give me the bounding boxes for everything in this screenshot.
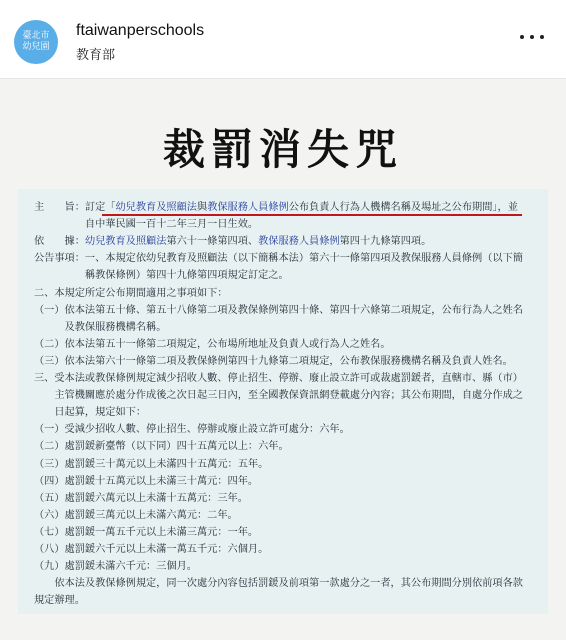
doc-line-l24 [34, 594, 546, 608]
more-horizontal-icon[interactable] [520, 30, 546, 44]
doc-line-l7 [34, 304, 546, 318]
doc-line-l4 [34, 252, 546, 266]
post-image [0, 79, 566, 640]
doc-text: 及教保服務機構名稱。 [34, 321, 167, 333]
post-header [0, 0, 566, 79]
doc-line-l16 [34, 458, 546, 472]
doc-link-text: 幼兒教育及照顧法 [84, 236, 167, 248]
doc-line-l19 [34, 509, 546, 523]
doc-line-l10 [34, 355, 546, 369]
red-underline [102, 214, 522, 216]
doc-line-l11 [34, 372, 546, 386]
doc-text: 三、受本法或教保條例規定減少招收人數、停止招生、停辦、廢止設立許可或裁處罰鍰者，直轄市、縣（市） [34, 373, 523, 384]
doc-link-text: 教保服務人員條例 [207, 202, 289, 213]
doc-line-l2 [34, 218, 546, 232]
doc-line-l15 [34, 440, 546, 454]
doc-line-l23 [34, 577, 546, 591]
account-name[interactable]: ftaiwanperschools [76, 22, 205, 39]
post-location[interactable]: 教育部 [76, 48, 116, 63]
doc-text: 主管機關應於處分作成後之次日起三日內，至全國教保資訊網登載處分內容；其公布期間，自處分作成之 [34, 390, 523, 402]
doc-text: 公告事項：一、本規定依幼兒教育及照顧法（以下簡稱本法）第六十一條第四項及教保服務人員條例（以下簡 [34, 253, 523, 265]
avatar-text-bottom: 幼兒園 [22, 42, 50, 52]
doc-line-l13 [34, 406, 546, 420]
doc-text: （二）處罰鍰新臺幣（以下同）四十五萬元以上：六年。 [34, 441, 289, 453]
doc-text: 稱教保條例）第四十九條第四項規定訂定之。 [34, 270, 289, 282]
doc-text: 第四十九條第四項。 [339, 236, 432, 248]
doc-link-text: 幼兒教育及照顧法 [115, 202, 197, 213]
doc-text: （三）依本法第六十一條第二項及教保條例第四十九條第二項規定，公布教保服務機構名稱及負責人姓名。 [34, 355, 513, 367]
doc-text: 規定辦理。 [34, 595, 85, 607]
doc-text: 二、本規定所定公布期間適用之事項如下： [34, 287, 228, 299]
doc-text: 日起算，規定如下： [34, 407, 147, 419]
doc-text: 與 [197, 202, 208, 213]
image-headline: 裁罰消失咒 [162, 125, 403, 174]
doc-text: 自中華民國一百十二年三月一日生效。 [34, 219, 259, 231]
doc-line-l3 [34, 235, 546, 249]
doc-text: 第六十一條第四項、 [166, 236, 259, 248]
doc-text: （二）依本法第五十一條第二項規定，公布場所地址及負責人或行為人之姓名。 [34, 338, 391, 350]
doc-line-l12 [34, 389, 546, 403]
doc-line-l20 [34, 526, 546, 540]
doc-text: （五）處罰鍰六萬元以上未滿十五萬元：三年。 [34, 492, 248, 504]
doc-text: （九）處罰鍰未滿六千元：三個月。 [34, 561, 197, 573]
announcement-document [18, 189, 548, 614]
doc-text: （四）處罰鍰十五萬元以上未滿三十萬元：四年。 [34, 475, 259, 487]
doc-line-l14 [34, 423, 546, 437]
doc-text: （六）處罰鍰三萬元以上未滿六萬元：二年。 [34, 509, 238, 521]
doc-line-l8 [34, 321, 546, 335]
doc-line-l1 [34, 201, 546, 215]
doc-text: 主 旨：訂定「 [34, 202, 116, 213]
doc-text: （三）處罰鍰三十萬元以上未滿四十五萬元：五年。 [34, 458, 269, 470]
account-avatar[interactable] [14, 20, 58, 64]
doc-text: 依 據： [34, 236, 85, 248]
doc-line-l18 [34, 492, 546, 506]
doc-line-l5 [34, 269, 546, 283]
doc-link-text: 教保服務人員條例 [258, 236, 340, 248]
doc-line-l9 [34, 338, 546, 352]
doc-line-l22 [34, 560, 546, 574]
doc-text: 公布負責人行為人機構名稱及場址之公布期間」，並 [288, 202, 518, 213]
doc-text: （八）處罰鍰六千元以上未滿一萬五千元：六個月。 [34, 544, 269, 555]
doc-line-l21 [34, 543, 546, 557]
doc-line-l17 [34, 475, 546, 489]
doc-text: （一）依本法第五十條、第五十八條第二項及教保條例第四十條、第四十六條第二項規定，公布行為人之姓名 [34, 304, 523, 316]
avatar-text-top: 臺北市 [22, 31, 50, 41]
doc-text: 依本法及教保條例規定，同一次處分內容包括罰鍰及前項第一款處分之一者，其公布期間分別依前項各款 [34, 578, 523, 590]
doc-text: （一）受減少招收人數、停止招生、停辦或廢止設立許可處分：六年。 [34, 424, 350, 436]
doc-text: （七）處罰鍰一萬五千元以上未滿三萬元：一年。 [34, 526, 259, 538]
doc-line-l6 [34, 287, 546, 301]
